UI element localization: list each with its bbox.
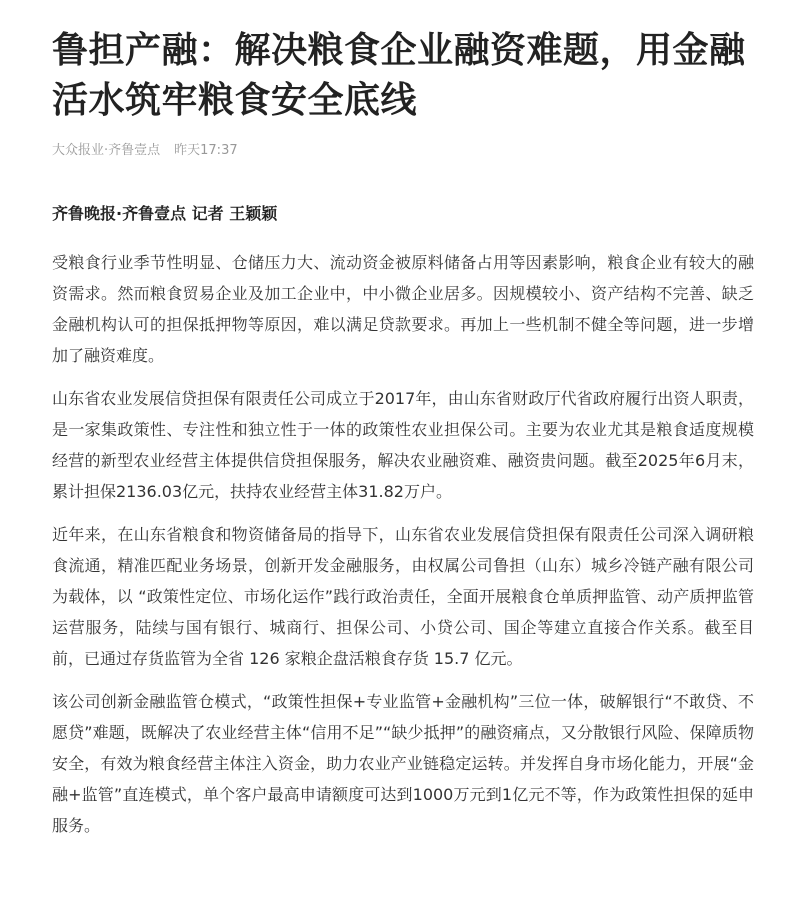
article-source[interactable]: 大众报业·齐鲁壹点 <box>52 143 161 158</box>
article-paragraph: 山东省农业发展信贷担保有限责任公司成立于2017年，由山东省财政厅代省政府履行出资人职责，是一家集政策性、专注性和独立性于一体的政策性农业担保公司。主要为农业尤其是粮食适度规模经营的新型农业经营主体提供信贷担保服务，解决农业融资难、融资贵问题。截至2025年6月末，累计担保2136.03亿元，扶持农业经营主体31.82万户。 <box>52 389 754 501</box>
article-time: 昨天17:37 <box>174 143 238 158</box>
article-meta <box>52 142 754 160</box>
article-paragraph: 受粮食行业季节性明显、仓储压力大、流动资金被原料储备占用等因素影响，粮食企业有较大的融资需求。然而粮食贸易企业及加工企业中，中小微企业居多。因规模较小、资产结构不完善、缺乏金融机构认可的担保抵押物等原因，难以满足贷款要求。再加上一些机制不健全等问题，进一步增加了融资难度。 <box>52 253 754 365</box>
article-byline: 齐鲁晚报·齐鲁壹点 记者 王颖颖 <box>52 204 278 223</box>
article-paragraph: 该公司创新金融监管仓模式，“政策性担保+专业监管+金融机构”三位一体，破解银行“不敢贷、不愿贷”难题，既解决了农业经营主体“信用不足”“缺少抵押”的融资痛点，又分散银行风险、保障质物安全，有效为粮食经营主体注入资金，助力农业产业链稳定运转。并发挥自身市场化能力，开展“金融+监管”直连模式，单个客户最高申请额度可达到1000万元到1亿元不等，作为政策性担保的延申服务。 <box>52 692 754 835</box>
article-paragraph: 近年来，在山东省粮食和物资储备局的指导下，山东省农业发展信贷担保有限责任公司深入调研粮食流通，精准匹配业务场景，创新开发金融服务，由权属公司鲁担（山东）城乡冷链产融有限公司为载体，以 “政策性定位、市场化运作”践行政治责任，全面开展粮食仓单质押监管、动产质押监管运营服务，陆续与国有银行、城商行、担保公司、小贷公司、国企等建立直接合作关系。截至目前，已通过存货监管为全省 126 家粮企盘活粮食存货 15.7 亿元。 <box>52 525 754 668</box>
article-title: 鲁担产融：解决粮食企业融资难题，用金融活水筑牢粮食安全底线 <box>52 30 746 121</box>
